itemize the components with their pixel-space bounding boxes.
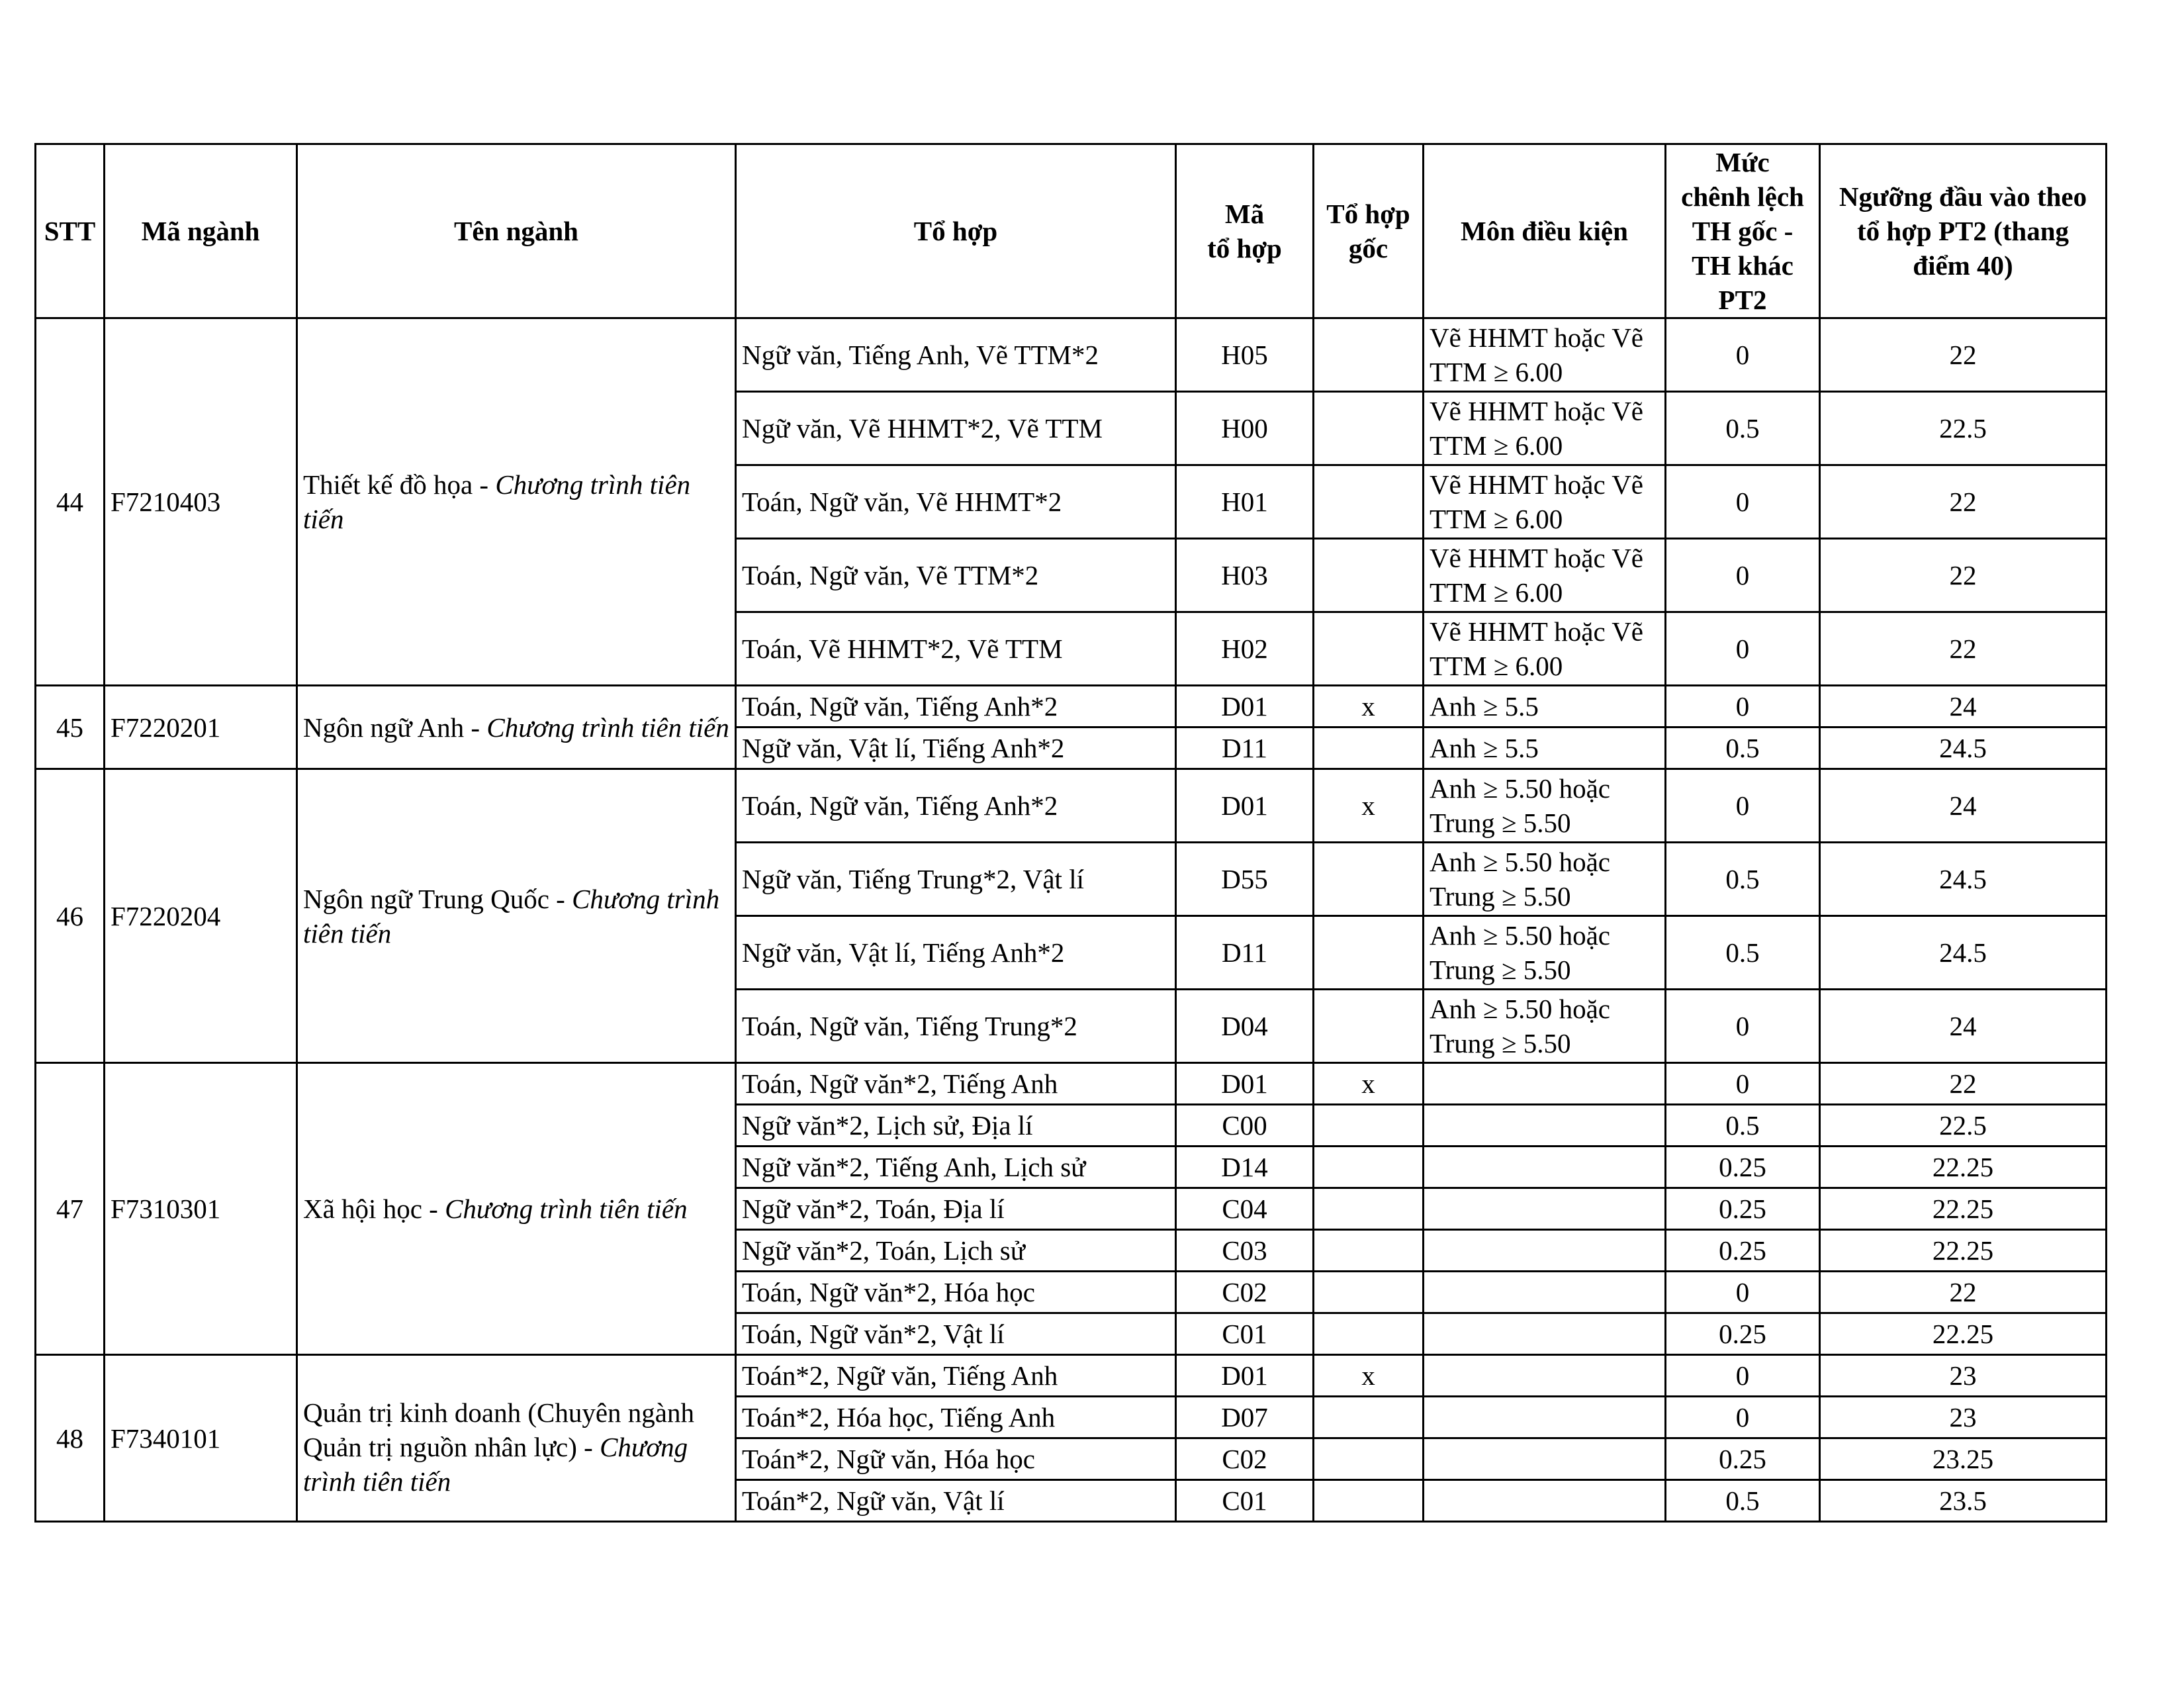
table-row: [36, 1355, 2107, 1397]
header-difference-line: TH khác: [1692, 250, 1794, 281]
header-origin-combination: [1314, 144, 1424, 318]
combination-cell: Toán, Ngữ văn*2, Tiếng Anh: [736, 1063, 1176, 1105]
origin-mark-cell: [1314, 916, 1424, 990]
condition-cell: [1424, 1397, 1666, 1438]
condition-line: Vẽ HHMT hoặc Vẽ: [1430, 322, 1643, 353]
header-stt: STT: [36, 144, 105, 318]
major-code-cell: F7340101: [105, 1355, 297, 1522]
condition-line: Vẽ HHMT hoặc Vẽ: [1430, 396, 1643, 426]
origin-mark-cell: [1314, 612, 1424, 686]
origin-mark-cell: [1314, 727, 1424, 769]
major-name-text: Quản trị kinh doanh (Chuyên ngành Quản trị nguồn nhân lực) -: [303, 1397, 694, 1462]
header-condition-subject: Môn điều kiện: [1424, 144, 1666, 318]
difference-cell: 0.25: [1666, 1188, 1820, 1230]
threshold-cell: 22: [1820, 539, 2107, 612]
combination-cell: Toán*2, Ngữ văn, Hóa học: [736, 1438, 1176, 1480]
condition-cell: [1424, 1230, 1666, 1272]
difference-cell: 0.5: [1666, 916, 1820, 990]
header-row: [36, 144, 2107, 318]
difference-cell: 0.5: [1666, 1105, 1820, 1147]
header-major-code: Mã ngành: [105, 144, 297, 318]
condition-cell: [1424, 727, 1666, 769]
table-row: [36, 1063, 2107, 1105]
difference-cell: 0: [1666, 686, 1820, 727]
header-threshold-line: điểm 40): [1913, 250, 2013, 281]
combination-cell: Toán, Vẽ HHMT*2, Vẽ TTM: [736, 612, 1176, 686]
combination-code-cell: H05: [1176, 318, 1314, 392]
major-name-cell: [297, 318, 736, 686]
threshold-cell: 22.5: [1820, 1105, 2107, 1147]
table-row: [36, 686, 2107, 727]
origin-mark-cell: x: [1314, 686, 1424, 727]
combination-code-cell: D11: [1176, 916, 1314, 990]
condition-cell: [1424, 392, 1666, 465]
threshold-cell: 24: [1820, 769, 2107, 843]
major-code-cell: F7310301: [105, 1063, 297, 1355]
major-code-cell: F7210403: [105, 318, 297, 686]
combination-cell: Toán, Ngữ văn*2, Vật lí: [736, 1313, 1176, 1355]
admission-threshold-table: [34, 143, 2107, 1523]
combination-cell: Ngữ văn, Vẽ HHMT*2, Vẽ TTM: [736, 392, 1176, 465]
header-combination-code-line: tổ hợp: [1207, 233, 1282, 263]
threshold-cell: 23: [1820, 1355, 2107, 1397]
origin-mark-cell: [1314, 318, 1424, 392]
origin-mark-cell: [1314, 392, 1424, 465]
origin-mark-cell: [1314, 465, 1424, 539]
combination-code-cell: D01: [1176, 769, 1314, 843]
header-threshold-line: Ngưỡng đầu vào theo: [1839, 181, 2087, 212]
combination-code-cell: D07: [1176, 1397, 1314, 1438]
major-program-type: Chương trình tiên tiến: [486, 712, 729, 743]
condition-cell: [1424, 1105, 1666, 1147]
stt-cell: 47: [36, 1063, 105, 1355]
threshold-cell: 22.25: [1820, 1147, 2107, 1188]
combination-cell: Ngữ văn, Tiếng Trung*2, Vật lí: [736, 843, 1176, 916]
origin-mark-cell: [1314, 1230, 1424, 1272]
header-major-name: Tên ngành: [297, 144, 736, 318]
condition-line: Vẽ HHMT hoặc Vẽ: [1430, 469, 1643, 500]
combination-cell: Ngữ văn, Vật lí, Tiếng Anh*2: [736, 916, 1176, 990]
major-code-cell: F7220204: [105, 769, 297, 1063]
threshold-cell: 22.5: [1820, 392, 2107, 465]
table-body: [36, 318, 2107, 1522]
header-difference-line: TH gốc -: [1692, 216, 1794, 246]
origin-mark-cell: [1314, 539, 1424, 612]
condition-cell: [1424, 1438, 1666, 1480]
origin-mark-cell: [1314, 1105, 1424, 1147]
combination-cell: Ngữ văn, Vật lí, Tiếng Anh*2: [736, 727, 1176, 769]
condition-cell: [1424, 539, 1666, 612]
major-name-cell: [297, 1355, 736, 1522]
difference-cell: 0.25: [1666, 1230, 1820, 1272]
combination-code-cell: D14: [1176, 1147, 1314, 1188]
header-difference: [1666, 144, 1820, 318]
threshold-cell: 24.5: [1820, 916, 2107, 990]
table-row: [36, 318, 2107, 392]
combination-cell: Toán, Ngữ văn, Tiếng Anh*2: [736, 769, 1176, 843]
major-program-type: Chương trình tiên tiến: [445, 1194, 688, 1224]
origin-mark-cell: x: [1314, 769, 1424, 843]
condition-cell: [1424, 318, 1666, 392]
condition-line: Trung ≥ 5.50: [1430, 808, 1571, 838]
major-program-type: Chương trình tiên tiến: [303, 1432, 688, 1497]
difference-cell: 0: [1666, 1272, 1820, 1313]
threshold-cell: 24: [1820, 686, 2107, 727]
header-difference-line: PT2: [1718, 285, 1767, 315]
combination-cell: Ngữ văn*2, Tiếng Anh, Lịch sử: [736, 1147, 1176, 1188]
combination-code-cell: C01: [1176, 1313, 1314, 1355]
threshold-cell: 23.5: [1820, 1480, 2107, 1522]
threshold-cell: 22.25: [1820, 1188, 2107, 1230]
condition-line: TTM ≥ 6.00: [1430, 577, 1563, 608]
threshold-cell: 22: [1820, 465, 2107, 539]
difference-cell: 0: [1666, 769, 1820, 843]
origin-mark-cell: [1314, 1397, 1424, 1438]
condition-cell: [1424, 465, 1666, 539]
condition-cell: [1424, 1063, 1666, 1105]
major-code-cell: F7220201: [105, 686, 297, 769]
origin-mark-cell: [1314, 843, 1424, 916]
combination-code-cell: D01: [1176, 1063, 1314, 1105]
condition-line: Anh ≥ 5.5: [1430, 691, 1539, 722]
header-origin-line: Tổ hợp: [1326, 199, 1410, 229]
difference-cell: 0.25: [1666, 1147, 1820, 1188]
difference-cell: 0: [1666, 465, 1820, 539]
origin-mark-cell: [1314, 1147, 1424, 1188]
difference-cell: 0: [1666, 539, 1820, 612]
combination-cell: Toán*2, Ngữ văn, Vật lí: [736, 1480, 1176, 1522]
combination-code-cell: H03: [1176, 539, 1314, 612]
combination-cell: Toán, Ngữ văn, Vẽ TTM*2: [736, 539, 1176, 612]
condition-line: Vẽ HHMT hoặc Vẽ: [1430, 616, 1643, 647]
origin-mark-cell: x: [1314, 1355, 1424, 1397]
condition-line: Vẽ HHMT hoặc Vẽ: [1430, 543, 1643, 573]
condition-line: Anh ≥ 5.50 hoặc: [1430, 847, 1611, 877]
threshold-cell: 24: [1820, 990, 2107, 1063]
major-program-type: Chương trình tiên tiến: [303, 883, 720, 949]
major-program-type: Chương trình tiên tiến: [303, 469, 691, 534]
major-name-cell: [297, 769, 736, 1063]
combination-cell: Toán*2, Hóa học, Tiếng Anh: [736, 1397, 1176, 1438]
origin-mark-cell: [1314, 990, 1424, 1063]
stt-cell: 44: [36, 318, 105, 686]
threshold-cell: 24.5: [1820, 727, 2107, 769]
header-combination-code: [1176, 144, 1314, 318]
condition-cell: [1424, 843, 1666, 916]
major-name-cell: [297, 1063, 736, 1355]
condition-cell: [1424, 686, 1666, 727]
origin-mark-cell: [1314, 1438, 1424, 1480]
condition-cell: [1424, 1188, 1666, 1230]
origin-mark-cell: [1314, 1188, 1424, 1230]
difference-cell: 0.5: [1666, 843, 1820, 916]
origin-mark-cell: x: [1314, 1063, 1424, 1105]
major-name-text: Xã hội học -: [303, 1194, 445, 1224]
threshold-cell: 22.25: [1820, 1230, 2107, 1272]
header-difference-line: chênh lệch: [1681, 181, 1804, 212]
table-row: [36, 769, 2107, 843]
threshold-cell: 24.5: [1820, 843, 2107, 916]
combination-cell: Toán, Ngữ văn, Tiếng Anh*2: [736, 686, 1176, 727]
threshold-cell: 23.25: [1820, 1438, 2107, 1480]
origin-mark-cell: [1314, 1313, 1424, 1355]
header-difference-line: Mức: [1715, 147, 1770, 177]
condition-line: TTM ≥ 6.00: [1430, 651, 1563, 681]
condition-line: Trung ≥ 5.50: [1430, 1028, 1571, 1058]
difference-cell: 0.25: [1666, 1313, 1820, 1355]
condition-cell: [1424, 990, 1666, 1063]
stt-cell: 48: [36, 1355, 105, 1522]
condition-cell: [1424, 1355, 1666, 1397]
threshold-cell: 22: [1820, 612, 2107, 686]
condition-line: Anh ≥ 5.50 hoặc: [1430, 773, 1611, 804]
condition-cell: [1424, 916, 1666, 990]
combination-cell: Toán, Ngữ văn*2, Hóa học: [736, 1272, 1176, 1313]
threshold-cell: 22: [1820, 1063, 2107, 1105]
combination-cell: Toán*2, Ngữ văn, Tiếng Anh: [736, 1355, 1176, 1397]
combination-cell: Ngữ văn*2, Toán, Lịch sử: [736, 1230, 1176, 1272]
combination-code-cell: D55: [1176, 843, 1314, 916]
threshold-cell: 23: [1820, 1397, 2107, 1438]
major-name-text: Ngôn ngữ Anh -: [303, 712, 487, 743]
condition-line: Anh ≥ 5.50 hoặc: [1430, 994, 1611, 1024]
combination-code-cell: D01: [1176, 686, 1314, 727]
major-name-text: Thiết kế đồ họa -: [303, 469, 496, 500]
header-combination-code-line: Mã: [1224, 199, 1265, 229]
stt-cell: 45: [36, 686, 105, 769]
condition-line: TTM ≥ 6.00: [1430, 357, 1563, 387]
difference-cell: 0: [1666, 990, 1820, 1063]
combination-code-cell: C00: [1176, 1105, 1314, 1147]
combination-code-cell: D04: [1176, 990, 1314, 1063]
condition-line: TTM ≥ 6.00: [1430, 504, 1563, 534]
condition-line: Trung ≥ 5.50: [1430, 881, 1571, 912]
combination-code-cell: H01: [1176, 465, 1314, 539]
combination-code-cell: H00: [1176, 392, 1314, 465]
difference-cell: 0.5: [1666, 1480, 1820, 1522]
origin-mark-cell: [1314, 1480, 1424, 1522]
combination-code-cell: C02: [1176, 1438, 1314, 1480]
threshold-cell: 22.25: [1820, 1313, 2107, 1355]
difference-cell: 0: [1666, 1063, 1820, 1105]
condition-cell: [1424, 769, 1666, 843]
condition-line: Trung ≥ 5.50: [1430, 955, 1571, 985]
header-threshold-line: tổ hợp PT2 (thang: [1856, 216, 2069, 246]
condition-cell: [1424, 612, 1666, 686]
header-combination: Tổ hợp: [736, 144, 1176, 318]
combination-code-cell: C02: [1176, 1272, 1314, 1313]
header-origin-line: gốc: [1348, 233, 1388, 263]
combination-cell: Ngữ văn*2, Lịch sử, Địa lí: [736, 1105, 1176, 1147]
combination-cell: Ngữ văn*2, Toán, Địa lí: [736, 1188, 1176, 1230]
combination-code-cell: C03: [1176, 1230, 1314, 1272]
origin-mark-cell: [1314, 1272, 1424, 1313]
major-name-cell: [297, 686, 736, 769]
condition-line: TTM ≥ 6.00: [1430, 430, 1563, 461]
stt-cell: 46: [36, 769, 105, 1063]
difference-cell: 0.5: [1666, 392, 1820, 465]
combination-code-cell: H02: [1176, 612, 1314, 686]
condition-line: Anh ≥ 5.50 hoặc: [1430, 920, 1611, 951]
combination-cell: Toán, Ngữ văn, Vẽ HHMT*2: [736, 465, 1176, 539]
condition-line: Anh ≥ 5.5: [1430, 733, 1539, 763]
threshold-cell: 22: [1820, 318, 2107, 392]
combination-code-cell: D11: [1176, 727, 1314, 769]
difference-cell: 0: [1666, 318, 1820, 392]
condition-cell: [1424, 1313, 1666, 1355]
condition-cell: [1424, 1480, 1666, 1522]
combination-cell: Ngữ văn, Tiếng Anh, Vẽ TTM*2: [736, 318, 1176, 392]
difference-cell: 0: [1666, 612, 1820, 686]
combination-code-cell: D01: [1176, 1355, 1314, 1397]
difference-cell: 0.25: [1666, 1438, 1820, 1480]
combination-code-cell: C04: [1176, 1188, 1314, 1230]
combination-code-cell: C01: [1176, 1480, 1314, 1522]
condition-cell: [1424, 1272, 1666, 1313]
difference-cell: 0: [1666, 1397, 1820, 1438]
combination-cell: Toán, Ngữ văn, Tiếng Trung*2: [736, 990, 1176, 1063]
major-name-text: Ngôn ngữ Trung Quốc -: [303, 883, 572, 914]
difference-cell: 0.5: [1666, 727, 1820, 769]
difference-cell: 0: [1666, 1355, 1820, 1397]
threshold-cell: 22: [1820, 1272, 2107, 1313]
condition-cell: [1424, 1147, 1666, 1188]
header-threshold: [1820, 144, 2107, 318]
